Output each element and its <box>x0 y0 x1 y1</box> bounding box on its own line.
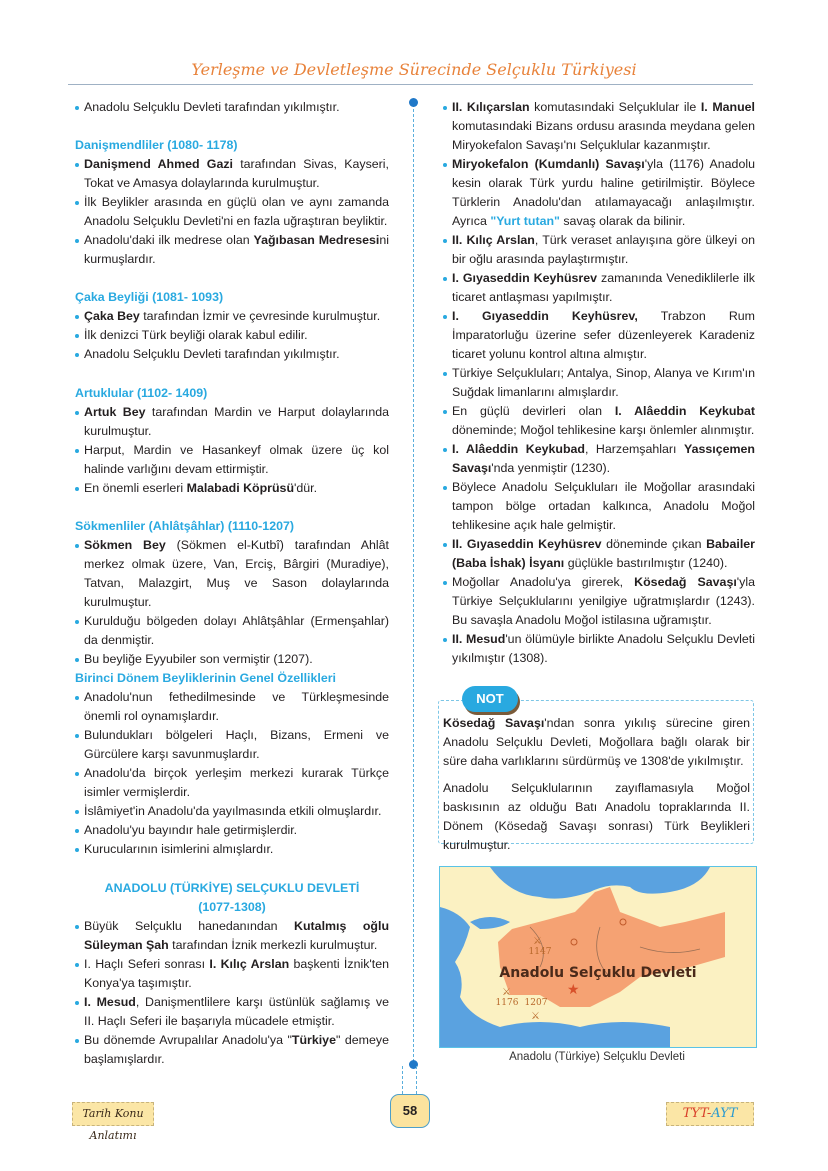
list-item <box>75 403 389 441</box>
list-item <box>75 1031 389 1069</box>
list-item <box>443 364 755 402</box>
text-segment: , Danişmentlilere karşı üstünlük sağlamış ve II. Haçlı Seferi ile başarıyla mücadele etmiştir. <box>84 995 389 1028</box>
list-item <box>443 269 755 307</box>
list-item <box>75 98 389 117</box>
note-tag: NOT <box>462 686 518 712</box>
page-title: Yerleşme ve Devletleşme Sürecinde Selçuklu Türkiyesi <box>191 60 637 79</box>
list-item <box>75 993 389 1031</box>
right-list <box>443 98 755 668</box>
exam-ayt: AYT <box>711 1106 738 1121</box>
capital-star-icon: ★ <box>567 981 580 997</box>
text-segment: " demeye başlamışlardır. <box>84 1033 389 1066</box>
divider-dot-top <box>409 98 418 107</box>
list-item <box>443 573 755 630</box>
battle-year-1176: 1176 <box>495 998 519 1008</box>
bold-term: II. Kılıçarslan <box>452 100 530 114</box>
text-segment: Böylece Anadolu Selçukluları ile Moğollar arasındaki tampon bölge ortadan kalkınca, Anadolu Moğol tehlikesine açık hale gelmiştir. <box>452 480 755 532</box>
section-artuklular <box>75 384 389 498</box>
text-segment: 'dür. <box>294 481 318 495</box>
text-segment: Türkiye Selçukluları; Antalya, Sinop, Alanya ve Kırım'ın Suğdak limanlarını almışlardır. <box>452 366 755 399</box>
text-segment: Kurucularının isimlerini almışlardır. <box>84 842 274 856</box>
text-segment: başkenti İznik'ten Konya'ya taşımıştır. <box>84 957 389 990</box>
text-segment: İslâmiyet'in Anadolu'da yayılmasında etkili olmuşlardır. <box>84 804 382 818</box>
hanger-line <box>402 1066 403 1094</box>
bold-term: Çaka Bey <box>84 309 140 323</box>
bullet-list <box>75 403 389 498</box>
note-text <box>443 714 750 863</box>
bold-term: Malabadi Köprüsü <box>186 481 295 495</box>
section-heading: Artuklular (1102- 1409) <box>75 386 208 400</box>
crossed-swords-icon: ⚔ <box>533 936 542 947</box>
footer-book-title: Tarih Konu Anlatımı <box>72 1102 154 1126</box>
text-segment: Trabzon Rum İmparatorluğu üzerine sefer düzenleyerek Karadeniz ticaret yolunu kontrol altına almıştır. <box>452 309 755 361</box>
text-segment: tarafından İzmir ve çevresinde kurulmuştur. <box>139 309 381 323</box>
list-item <box>75 326 389 345</box>
bold-term: II. Mesud <box>452 632 506 646</box>
list-item <box>75 726 389 764</box>
map-figure <box>439 866 757 1048</box>
list-item <box>75 612 389 650</box>
highlight-term: "Yurt tutan" <box>490 214 560 228</box>
text-segment: komutasındaki Selçuklular ile <box>529 100 701 114</box>
list-item <box>75 536 389 612</box>
list-item <box>443 231 755 269</box>
list-item <box>75 821 389 840</box>
list-item <box>443 307 755 364</box>
text-segment: tarafından Sivas, Kayseri, Tokat ve Amasya dolaylarında kurulmuştur. <box>84 157 389 190</box>
text-segment: ni kurmuşlardır. <box>84 233 389 266</box>
text-segment: zamanında Venediklilerle ilk ticaret antlaşması yapılmıştır. <box>452 271 755 304</box>
section-danismendliler <box>75 136 389 269</box>
text-segment: Kurulduğu bölgeden dolayı Ahlâtşâhlar (Ermenşahlar) da denmiştir. <box>84 614 389 647</box>
text-segment: Anadolu'daki ilk medrese olan <box>84 233 254 247</box>
text-segment: Anadolu Selçuklularının zayıflamasıyla Moğol baskısının az olduğu Batı Anadolu topraklarında II. Dönem (Kösedağ Savaşı sonrası) Türk Beylikleri kurulmuştur. <box>443 781 750 852</box>
text-segment: tarafından Mardin ve Harput dolaylarında kurulmuştur. <box>84 405 390 438</box>
bullet-list <box>75 688 389 859</box>
bold-term: II. Kılıç Arslan <box>452 233 535 247</box>
text-segment: döneminde çıkan <box>601 537 707 551</box>
text-segment: Anadolu'nun fethedilmesinde ve Türkleşmesinde önemli rol oynamışlardır. <box>84 690 389 723</box>
map-caption: Anadolu (Türkiye) Selçuklu Devleti <box>509 1051 685 1063</box>
crossed-swords-icon: ⚔ <box>531 1011 540 1022</box>
list-item <box>443 630 755 668</box>
crossed-swords-icon: ⚔ <box>502 987 511 998</box>
bold-term: Babailer (Baba İshak) İsyanı <box>452 537 755 570</box>
bold-term: Sökmen Bey <box>84 538 166 552</box>
text-segment: I. Haçlı Seferi sonrası <box>84 957 210 971</box>
exam-sep: - <box>706 1106 712 1121</box>
battle-year-1207: 1207 <box>524 998 548 1008</box>
list-item <box>75 479 389 498</box>
bold-term: Kösedağ Savaşı <box>443 716 545 730</box>
page-number: 58 <box>390 1094 430 1128</box>
bold-term: Danişmend Ahmed Gazi <box>84 157 233 171</box>
list-item <box>443 440 755 478</box>
battle-year-1147: 1147 <box>528 947 552 957</box>
section-subheading: (1077-1308) <box>198 900 266 914</box>
text-segment: 'yla Türkiye Selçuklularını yenilgiye uğratmışlardır (1243). Bu savaşla Anadolu Moğol istilasına uğramıştır. <box>452 575 755 627</box>
note-paragraph <box>443 779 750 855</box>
list-item <box>75 307 389 326</box>
list-item <box>75 231 389 269</box>
list-item <box>75 802 389 821</box>
text-segment: Anadolu Selçuklu Devleti tarafından yıkılmıştır. <box>84 347 340 361</box>
list-item <box>75 955 389 993</box>
hanger-line <box>416 1066 417 1094</box>
section-anadolu-selcuklu <box>75 879 389 1069</box>
bold-term: II. Gıyaseddin Keyhüsrev <box>452 537 602 551</box>
bold-term: I. Alâeddin Keykubad <box>452 442 585 456</box>
text-segment: 'yla (1176) Anadolu kesin olarak Türk yurdu haline getirilmiştir. Böylece Türklerin Anadolu'dan atılamayacağı anlaşılmıştır. Ayrıca <box>452 157 755 228</box>
bold-term: I. Kılıç Arslan <box>209 957 290 971</box>
footer-exam-label <box>666 1102 754 1126</box>
exam-tyt: TYT <box>682 1106 707 1121</box>
bold-term: Yağıbasan Medresesi <box>253 233 380 247</box>
list-item <box>75 441 389 479</box>
list-item <box>75 688 389 726</box>
intro-list <box>75 98 389 117</box>
text-segment: 'ndan sonra yıkılış sürecine giren Anadolu Selçuklu Devleti, Moğollara bağlı olarak bir süre daha varlıklarını sürdürmüş ve 1308'de yıkılmıştır. <box>443 716 751 768</box>
text-segment: 'nda yenmiştir (1230). <box>491 461 611 475</box>
text-segment: Harput, Mardin ve Hasankeyf olmak üzere üç kol halinde varlığını devam ettirmiştir. <box>84 443 389 476</box>
list-item <box>75 840 389 859</box>
title-rule <box>68 84 753 85</box>
section-heading: Danişmendliler (1080- 1178) <box>75 138 238 152</box>
bold-term: Türkiye <box>291 1033 336 1047</box>
text-segment: (Sökmen el-Kutbî) tarafından Ahlât merkez olmak üzere, Van, Erciş, Bârgiri (Muradiye), Tatvan, Malazgirt, Muş ve Sason dolaylarında kurulmuştur. <box>84 538 389 609</box>
bullet-list <box>75 307 389 364</box>
bold-term: Miryokefalon (Kumdanlı) Savaşı <box>452 157 645 171</box>
text-segment: Moğollar Anadolu'ya girerek, <box>452 575 635 589</box>
text-segment: , Harzemşahları <box>584 442 685 456</box>
bullet-list <box>75 536 389 669</box>
section-heading: Sökmenliler (Ahlâtşâhlar) (1110-1207) <box>75 519 295 533</box>
list-item <box>75 345 389 364</box>
text-segment: Büyük Selçuklu hanedanından <box>84 919 295 933</box>
list-item <box>443 155 755 231</box>
bold-term: I. Mesud <box>84 995 136 1009</box>
list-item <box>75 155 389 193</box>
list-item <box>443 402 755 440</box>
text-segment: Anadolu Selçuklu Devleti tarafından yıkılmıştır. <box>84 100 340 114</box>
list-item <box>443 478 755 535</box>
bold-term: Artuk Bey <box>84 405 146 419</box>
bold-term: I. Gıyaseddin Keyhüsrev, <box>452 309 638 323</box>
section-caka-beyligi <box>75 288 389 364</box>
bold-term: I. Manuel <box>700 100 755 114</box>
section-genel-ozellikler <box>75 669 389 859</box>
bullet-list <box>75 917 389 1069</box>
bold-term: Yassıçemen Savaşı <box>452 442 755 475</box>
list-item <box>75 650 389 669</box>
text-segment: , Türk veraset anlayışına göre ülkeyi on bir oğlu arasında paylaştırmıştır. <box>452 233 755 266</box>
list-item <box>75 193 389 231</box>
bullet-list <box>75 155 389 269</box>
text-segment: İlk Beylikler arasında en güçlü olan ve aynı zamanda Anadolu Selçuklu Devleti'ni en fazla uğraştıran beyliktir. <box>84 195 389 228</box>
text-segment: döneminde; Moğol tehlikesine karşı önlemler alınmıştır. <box>452 423 755 437</box>
section-heading: Çaka Beyliği (1081- 1093) <box>75 290 224 304</box>
list-item <box>75 764 389 802</box>
text-segment: tarafından İznik merkezli kurulmuştur. <box>168 938 378 952</box>
column-divider <box>413 104 414 1062</box>
section-sokmenliler <box>75 517 389 669</box>
text-segment: Bu dönemde Avrupalılar Anadolu'ya " <box>84 1033 292 1047</box>
text-segment: 'un ölümüyle birlikte Anadolu Selçuklu Devleti yıkılmıştır (1308). <box>452 632 756 665</box>
text-segment: Bu beyliğe Eyyubiler son vermiştir (1207). <box>84 652 313 666</box>
list-item <box>443 98 755 155</box>
text-segment: komutasındaki Bizans ordusu arasında meydana gelen Miryokefalon Savaşı'nı Selçuklular kazanmıştır. <box>452 119 755 152</box>
section-heading: ANADOLU (TÜRKİYE) SELÇUKLU DEVLETİ <box>104 881 360 895</box>
text-segment: En önemli eserleri <box>84 481 187 495</box>
bold-term: I. Gıyaseddin Keyhüsrev <box>452 271 598 285</box>
text-segment: Anadolu'yu bayındır hale getirmişlerdir. <box>84 823 298 837</box>
text-segment: İlk denizci Türk beyliği olarak kabul edilir. <box>84 328 308 342</box>
list-item <box>443 535 755 573</box>
anatolia-map <box>440 867 756 1047</box>
bold-term: Kösedağ Savaşı <box>634 575 737 589</box>
text-segment: En güçlü devirleri olan <box>452 404 615 418</box>
map-label: Anadolu Selçuklu Devleti <box>499 965 697 981</box>
text-segment: Bulundukları bölgeleri Haçlı, Bizans, Ermeni ve Gürcülere karşı savunmuşlardır. <box>84 728 389 761</box>
text-segment: güçlükle bastırılmıştır (1240). <box>564 556 728 570</box>
text-segment: Anadolu'da birçok yerleşim merkezi kurarak Türkçe isimler vermişlerdir. <box>84 766 389 799</box>
note-paragraph <box>443 714 750 771</box>
text-segment: savaş olarak da bilinir. <box>559 214 686 228</box>
bold-term: I. Alâeddin Keykubat <box>614 404 755 418</box>
bold-term: Kutalmış oğlu Süleyman Şah <box>84 919 390 952</box>
section-heading: Birinci Dönem Beyliklerinin Genel Özellikleri <box>75 671 336 685</box>
list-item <box>75 917 389 955</box>
